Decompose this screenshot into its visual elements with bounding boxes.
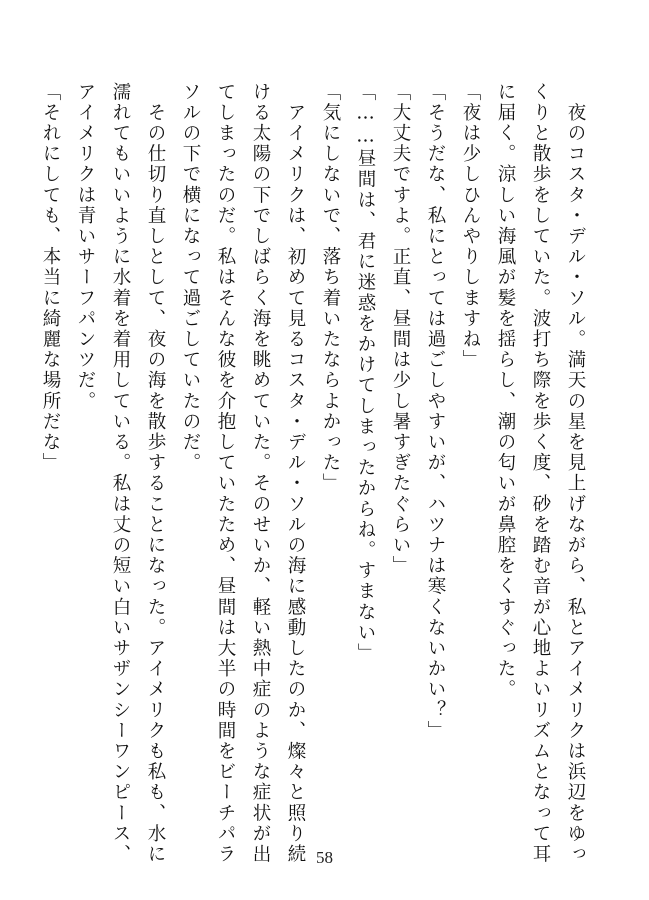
text-line: その仕切り直しとして、夜の海を散歩することになった。アイメリクも私も、水に [145,82,166,865]
text-line: に届く。涼しい海風が髪を揺らし、潮の匂いが鼻腔をくすぐった。 [495,82,516,700]
page-number: 58 [316,848,333,867]
text-line: ける太陽の下でしばらく海を眺めていた。そのせいか、軽い熱中症のような症状が出 [250,82,271,865]
text-line: 「それにしても、本当に綺麗な場所だな」 [40,82,61,474]
text-line: ソルの下で横になって過ごしていたのだ。 [180,82,201,474]
text-line: 濡れてもいいように水着を着用している。私は丈の短い白いサザンシーワンピース、 [110,82,131,865]
text-line: 「夜は少しひんやりしますね」 [460,82,481,371]
text-line: てしまったのだ。私はそんな彼を介抱していたため、昼間は大半の時間をビーチパラ [215,82,236,865]
text-line: 「……昼間は、君に迷惑をかけてしまったからね。すまない」 [355,82,376,664]
text-line: アイメリクは青いサーフパンツだ。 [75,82,96,412]
text-line: 「大丈夫ですよ。正直、昼間は少し暑すぎたぐらい」 [390,82,411,577]
text-line: くりと散歩をしていた。波打ち際を歩く度、砂を踏む音が心地よいリズムとなって耳 [530,82,551,865]
text-line: 「気にしないで、落ち着いたならよかった」 [320,82,341,494]
text-line: 「そうだな、私にとっては過ごしやすいが、ハツナは寒くないかい？」 [425,82,446,742]
text-line: アイメリクは、初めて見るコスタ・デル・ソルの海に感動したのか、燦々と照り続 [285,82,306,865]
text-line: 夜のコスタ・デル・ソル。満天の星を見上げながら、私とアイメリクは浜辺をゆっ [565,82,586,865]
